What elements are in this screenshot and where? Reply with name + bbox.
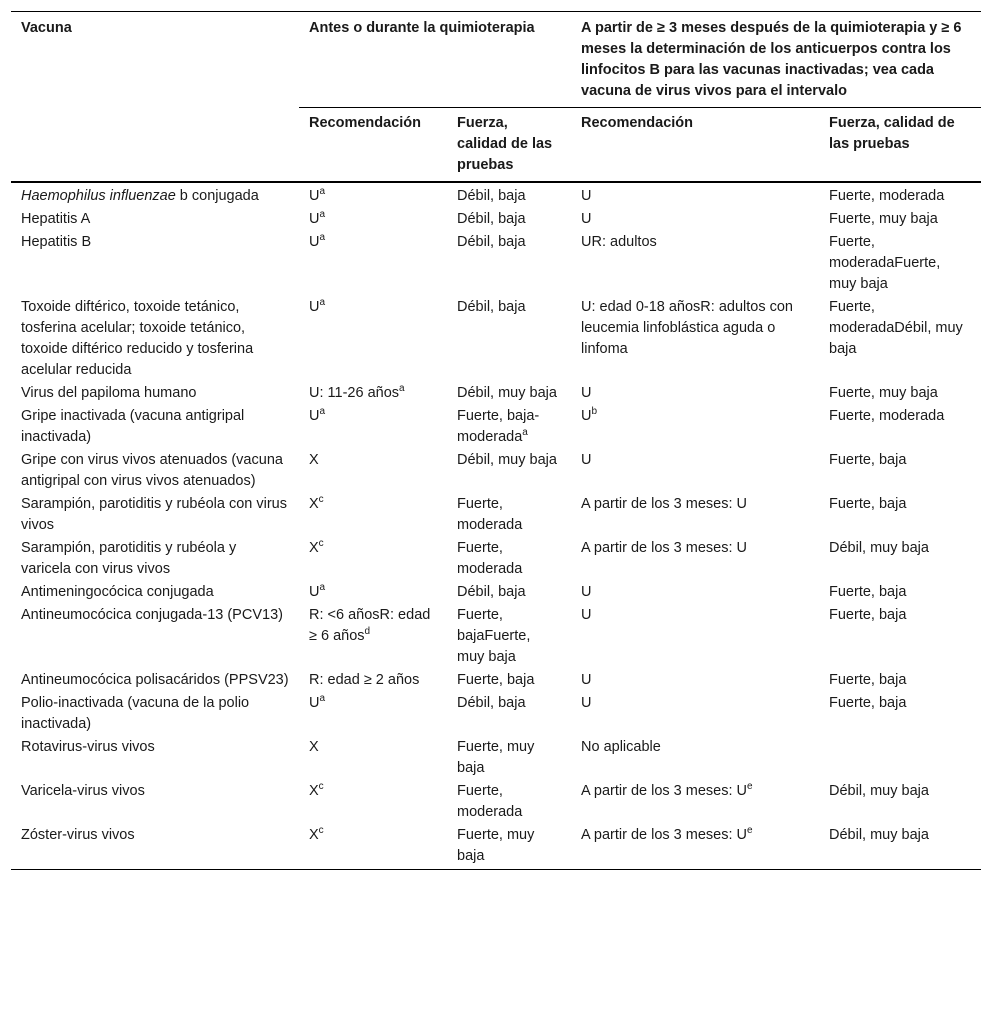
vacuna-name: Haemophilus influenzae — [21, 188, 176, 204]
vacuna-name: Toxoide diftérico, toxoide tetánico, tosferina acelular; toxoide tetánico, toxoide diftérico reducido y tosferina acelular reducida — [21, 299, 254, 378]
cell-recomendacion-despues-text: A partir de los 3 meses: U — [581, 783, 748, 799]
cell-fuerza-despues-text: Fuerte, baja — [829, 496, 907, 512]
cell-recomendacion-antes-text: X — [309, 783, 319, 799]
cell-recomendacion-despues-text: No aplicable — [581, 739, 661, 755]
cell-recomendacion-despues — [571, 581, 819, 604]
footnote-marker: e — [747, 825, 753, 837]
cell-fuerza-despues — [819, 208, 981, 231]
cell-recomendacion-despues-text: UR: adultos — [581, 234, 657, 250]
cell-recomendacion-antes-text: U — [309, 188, 320, 204]
cell-fuerza-antes-text: Fuerte, muy baja — [457, 739, 535, 776]
cell-fuerza-despues — [819, 604, 981, 669]
cell-recomendacion-antes — [299, 736, 447, 780]
cell-fuerza-despues — [819, 405, 981, 449]
cell-recomendacion-despues — [571, 382, 819, 405]
footnote-marker: a — [319, 209, 326, 221]
cell-recomendacion-despues — [571, 405, 819, 449]
cell-recomendacion-despues — [571, 824, 819, 870]
cell-recomendacion-despues — [571, 493, 819, 537]
cell-vacuna — [11, 736, 299, 780]
cell-recomendacion-despues-text: A partir de los 3 meses: U — [581, 496, 748, 512]
footnote-marker: b — [591, 406, 598, 418]
cell-fuerza-antes-text: Débil, muy baja — [457, 452, 557, 468]
cell-fuerza-despues — [819, 182, 981, 208]
vacuna-name: Virus del papiloma humano — [21, 385, 197, 401]
cell-vacuna — [11, 405, 299, 449]
cell-recomendacion-antes-text: U — [309, 695, 320, 711]
cell-recomendacion-antes-text: X — [309, 827, 319, 843]
cell-recomendacion-despues — [571, 182, 819, 208]
table-row — [11, 736, 981, 780]
cell-fuerza-antes-text: Fuerte, bajaFuerte, muy baja — [457, 607, 531, 665]
cell-fuerza-despues — [819, 669, 981, 692]
cell-recomendacion-despues — [571, 604, 819, 669]
table-row — [11, 604, 981, 669]
cell-recomendacion-antes-text: U — [309, 408, 320, 424]
vacuna-name: Antimeningocócica conjugada — [21, 584, 214, 600]
cell-fuerza-despues — [819, 780, 981, 824]
cell-vacuna — [11, 493, 299, 537]
cell-fuerza-despues — [819, 382, 981, 405]
cell-recomendacion-despues — [571, 449, 819, 493]
vacuna-name: Rotavirus-virus vivos — [21, 739, 155, 755]
cell-fuerza-despues-text: Fuerte, muy baja — [829, 385, 938, 401]
vaccine-table — [11, 11, 981, 870]
cell-recomendacion-despues — [571, 537, 819, 581]
cell-recomendacion-despues-text: A partir de los 3 meses: U — [581, 827, 748, 843]
cell-vacuna — [11, 182, 299, 208]
table-row — [11, 182, 981, 208]
table-row — [11, 208, 981, 231]
cell-fuerza-antes-text: Débil, baja — [457, 234, 526, 250]
cell-vacuna — [11, 382, 299, 405]
cell-fuerza-despues — [819, 692, 981, 736]
cell-vacuna — [11, 449, 299, 493]
cell-recomendacion-despues-text: U — [581, 607, 592, 623]
footnote-marker: c — [318, 494, 324, 506]
cell-recomendacion-despues-text: U — [581, 695, 592, 711]
cell-recomendacion-despues-text: U — [581, 385, 592, 401]
cell-recomendacion-antes — [299, 382, 447, 405]
cell-fuerza-antes-text: Fuerte, moderada — [457, 496, 523, 533]
cell-vacuna — [11, 692, 299, 736]
cell-recomendacion-despues — [571, 669, 819, 692]
cell-fuerza-despues-text: Débil, muy baja — [829, 783, 929, 799]
footnote-marker: d — [364, 626, 371, 638]
cell-fuerza-despues-text: Fuerte, muy baja — [829, 211, 938, 227]
cell-fuerza-antes — [447, 581, 571, 604]
cell-recomendacion-despues-text: U — [581, 584, 592, 600]
cell-fuerza-despues — [819, 449, 981, 493]
table-body — [11, 182, 981, 870]
cell-recomendacion-despues — [571, 208, 819, 231]
vacuna-name: Sarampión, parotiditis y rubéola y varicela con virus vivos — [21, 540, 237, 577]
cell-recomendacion-despues — [571, 231, 819, 296]
cell-fuerza-despues-text: Fuerte, baja — [829, 672, 907, 688]
cell-recomendacion-antes — [299, 669, 447, 692]
cell-fuerza-despues — [819, 824, 981, 870]
cell-vacuna — [11, 604, 299, 669]
cell-vacuna — [11, 208, 299, 231]
cell-recomendacion-antes — [299, 449, 447, 493]
cell-fuerza-antes-text: Débil, baja — [457, 211, 526, 227]
cell-vacuna — [11, 824, 299, 870]
vacuna-name: Gripe con virus vivos atenuados (vacuna antigripal con virus vivos atenuados) — [21, 452, 283, 489]
cell-fuerza-despues-text: Fuerte, moderada — [829, 408, 945, 424]
cell-recomendacion-antes — [299, 493, 447, 537]
cell-fuerza-despues-text: Fuerte, baja — [829, 695, 907, 711]
cell-fuerza-antes — [447, 780, 571, 824]
cell-recomendacion-antes-text: U — [309, 299, 320, 315]
vacuna-name: Sarampión, parotiditis y rubéola con virus vivos — [21, 496, 287, 533]
cell-vacuna — [11, 780, 299, 824]
cell-recomendacion-antes — [299, 780, 447, 824]
cell-fuerza-antes — [447, 669, 571, 692]
cell-fuerza-despues-text: Fuerte, moderada — [829, 188, 945, 204]
cell-fuerza-antes — [447, 736, 571, 780]
cell-fuerza-antes-text: Fuerte, baja — [457, 672, 535, 688]
cell-fuerza-despues — [819, 493, 981, 537]
cell-recomendacion-despues-text: U — [581, 408, 592, 424]
cell-fuerza-despues-text: Débil, muy baja — [829, 540, 929, 556]
cell-recomendacion-despues-text: U — [581, 188, 592, 204]
cell-recomendacion-antes-text: U — [309, 584, 320, 600]
header-recomendacion-despues: Recomendación — [571, 108, 819, 183]
cell-fuerza-antes — [447, 449, 571, 493]
cell-recomendacion-antes-text: X — [309, 540, 319, 556]
cell-vacuna — [11, 537, 299, 581]
table-row — [11, 692, 981, 736]
cell-fuerza-antes — [447, 493, 571, 537]
footnote-marker: a — [319, 186, 326, 198]
cell-fuerza-despues-text: Fuerte, moderadaDébil, muy baja — [829, 299, 963, 357]
cell-fuerza-antes — [447, 231, 571, 296]
cell-recomendacion-antes — [299, 824, 447, 870]
cell-fuerza-antes — [447, 405, 571, 449]
cell-fuerza-antes — [447, 692, 571, 736]
cell-fuerza-despues — [819, 537, 981, 581]
cell-recomendacion-despues — [571, 692, 819, 736]
cell-recomendacion-despues-text: A partir de los 3 meses: U — [581, 540, 748, 556]
footnote-marker: a — [522, 427, 528, 439]
footnote-marker: c — [318, 781, 324, 793]
cell-recomendacion-antes — [299, 296, 447, 382]
table-row — [11, 780, 981, 824]
vacuna-name: Antineumocócica conjugada-13 (PCV13) — [21, 607, 283, 623]
table-row — [11, 231, 981, 296]
cell-recomendacion-despues-text: U — [581, 211, 592, 227]
cell-recomendacion-despues-text: U — [581, 452, 592, 468]
header-vacuna: Vacuna — [11, 12, 299, 183]
vacuna-name: Gripe inactivada (vacuna antigripal inactivada) — [21, 408, 245, 445]
cell-fuerza-antes-text: Fuerte, muy baja — [457, 827, 535, 864]
cell-fuerza-despues-text: Débil, muy baja — [829, 827, 929, 843]
footnote-marker: a — [399, 383, 405, 395]
table-row — [11, 405, 981, 449]
cell-fuerza-antes-text: Fuerte, moderada — [457, 540, 523, 577]
footnote-marker: e — [747, 781, 753, 793]
cell-recomendacion-antes-text: U — [309, 234, 320, 250]
cell-fuerza-despues — [819, 581, 981, 604]
cell-recomendacion-despues — [571, 296, 819, 382]
cell-fuerza-antes — [447, 537, 571, 581]
table-row — [11, 296, 981, 382]
cell-fuerza-despues-text: Fuerte, moderadaFuerte, muy baja — [829, 234, 941, 292]
cell-recomendacion-despues — [571, 780, 819, 824]
cell-fuerza-antes-text: Fuerte, moderada — [457, 783, 523, 820]
footnote-marker: c — [318, 538, 324, 550]
cell-vacuna — [11, 581, 299, 604]
header-despues: A partir de ≥ 3 meses después de la quimioterapia y ≥ 6 meses la determinación de los anticuerpos contra los linfocitos B para las vacunas inactivadas; vea cada vacuna de virus vivos para el intervalo — [571, 12, 981, 108]
cell-recomendacion-antes-text: X — [309, 452, 319, 468]
vacuna-name: Zóster-virus vivos — [21, 827, 135, 843]
footnote-marker: a — [319, 693, 326, 705]
footnote-marker: a — [319, 582, 326, 594]
cell-recomendacion-antes — [299, 692, 447, 736]
footnote-marker: a — [319, 297, 326, 309]
cell-fuerza-antes-text: Débil, baja — [457, 188, 526, 204]
table-row — [11, 449, 981, 493]
footnote-marker: a — [319, 232, 326, 244]
footnote-marker: c — [318, 825, 324, 837]
vacuna-name: Polio-inactivada (vacuna de la polio inactivada) — [21, 695, 250, 732]
table-row — [11, 493, 981, 537]
cell-fuerza-despues — [819, 296, 981, 382]
cell-fuerza-antes — [447, 182, 571, 208]
vacuna-name: Hepatitis B — [21, 234, 92, 250]
table-row — [11, 537, 981, 581]
cell-fuerza-antes-text: Débil, baja — [457, 299, 526, 315]
cell-fuerza-antes-text: Fuerte, baja-moderada — [457, 408, 540, 445]
cell-fuerza-despues — [819, 231, 981, 296]
cell-recomendacion-antes — [299, 581, 447, 604]
cell-fuerza-antes-text: Débil, baja — [457, 584, 526, 600]
cell-fuerza-antes — [447, 296, 571, 382]
header-fuerza-despues: Fuerza, calidad de las pruebas — [819, 108, 981, 183]
cell-fuerza-despues-text: Fuerte, baja — [829, 452, 907, 468]
table-row — [11, 669, 981, 692]
header-recomendacion-antes: Recomendación — [299, 108, 447, 183]
cell-fuerza-despues-text: Fuerte, baja — [829, 607, 907, 623]
cell-fuerza-antes-text: Débil, muy baja — [457, 385, 557, 401]
cell-recomendacion-despues-text: U — [581, 672, 592, 688]
vacuna-name: Antineumocócica polisacáridos (PPSV23) — [21, 672, 289, 688]
cell-recomendacion-antes-text: X — [309, 496, 319, 512]
cell-recomendacion-despues — [571, 736, 819, 780]
cell-fuerza-antes — [447, 824, 571, 870]
cell-recomendacion-antes — [299, 182, 447, 208]
header-antes: Antes o durante la quimioterapia — [299, 12, 571, 108]
header-fuerza-antes: Fuerza, calidad de las pruebas — [447, 108, 571, 183]
cell-recomendacion-antes — [299, 231, 447, 296]
table-row — [11, 824, 981, 870]
vacuna-name: Hepatitis A — [21, 211, 91, 227]
cell-fuerza-despues — [819, 736, 981, 780]
cell-vacuna — [11, 669, 299, 692]
cell-recomendacion-antes-text: U — [309, 211, 320, 227]
cell-recomendacion-antes — [299, 208, 447, 231]
cell-fuerza-antes — [447, 382, 571, 405]
cell-vacuna — [11, 296, 299, 382]
cell-recomendacion-despues-text: U: edad 0-18 añosR: adultos con leucemia linfoblástica aguda o linfoma — [581, 299, 793, 357]
cell-recomendacion-antes-text: R: <6 añosR: edad ≥ 6 años — [309, 607, 431, 644]
table-row — [11, 581, 981, 604]
cell-fuerza-despues-text: Fuerte, baja — [829, 584, 907, 600]
cell-fuerza-antes-text: Débil, baja — [457, 695, 526, 711]
footnote-marker: a — [319, 406, 326, 418]
vacuna-name: Varicela-virus vivos — [21, 783, 145, 799]
cell-vacuna — [11, 231, 299, 296]
vacuna-suffix: b conjugada — [175, 188, 259, 204]
table-row — [11, 382, 981, 405]
cell-recomendacion-antes-text: X — [309, 739, 319, 755]
cell-recomendacion-antes-text: R: edad ≥ 2 años — [309, 672, 420, 688]
cell-recomendacion-antes — [299, 537, 447, 581]
cell-recomendacion-antes — [299, 405, 447, 449]
cell-fuerza-antes — [447, 208, 571, 231]
cell-recomendacion-antes — [299, 604, 447, 669]
cell-fuerza-antes — [447, 604, 571, 669]
cell-recomendacion-antes-text: U: 11-26 años — [309, 385, 400, 401]
